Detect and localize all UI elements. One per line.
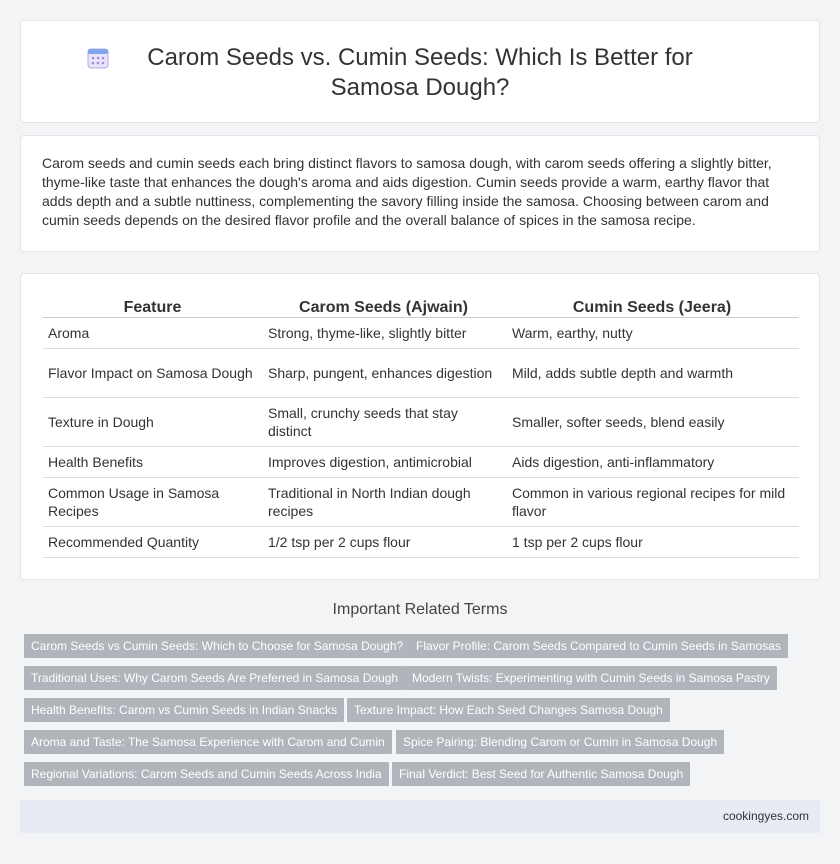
comparison-card [20, 273, 820, 580]
header-cumin: Cumin Seeds (Jeera) [505, 296, 799, 318]
cell-cumin: Smaller, softer seeds, blend easily [505, 398, 799, 447]
cell-feature: Texture in Dough [43, 398, 262, 447]
cell-feature: Common Usage in Samosa Recipes [43, 478, 262, 527]
related-tag[interactable]: Texture Impact: How Each Seed Changes Samosa Dough [347, 698, 670, 722]
intro-paragraph: Carom seeds and cumin seeds each bring distinct flavors to samosa dough, with carom seeds offering a slightly bitter, thyme-like taste that enhances the dough's aroma and aids digestion. Cumin seeds provide a warm, earthy flavor that adds depth and a subtle nuttiness, complementing the savory filling inside the samosa. Choosing between carom and cumin seeds depends on the desired flavor profile and the overall balance of spices in the samosa recipe. [42, 155, 772, 228]
related-tag[interactable]: Traditional Uses: Why Carom Seeds Are Preferred in Samosa Dough [24, 666, 405, 690]
related-tag[interactable]: Modern Twists: Experimenting with Cumin Seeds in Samosa Pastry [405, 666, 777, 690]
table-row [43, 398, 799, 447]
cell-cumin: Mild, adds subtle depth and warmth [505, 349, 799, 398]
cell-carom: Improves digestion, antimicrobial [262, 447, 505, 478]
cell-carom: Small, crunchy seeds that stay distinct [262, 398, 505, 447]
intro-card [20, 135, 820, 252]
cell-feature: Flavor Impact on Samosa Dough [43, 349, 262, 398]
table-row [43, 478, 799, 527]
cell-carom: 1/2 tsp per 2 cups flour [262, 527, 505, 558]
footer [20, 800, 820, 833]
cell-cumin: Aids digestion, anti-inflammatory [505, 447, 799, 478]
cell-cumin: Warm, earthy, nutty [505, 318, 799, 349]
table-row [43, 318, 799, 349]
title-card [20, 20, 820, 123]
related-tag[interactable]: Flavor Profile: Carom Seeds Compared to Cumin Seeds in Samosas [409, 634, 788, 658]
cell-carom: Sharp, pungent, enhances digestion [262, 349, 505, 398]
cell-carom: Traditional in North Indian dough recipes [262, 478, 505, 527]
related-tag[interactable]: Carom Seeds vs Cumin Seeds: Which to Choose for Samosa Dough? [24, 634, 410, 658]
cell-cumin: 1 tsp per 2 cups flour [505, 527, 799, 558]
related-terms-heading: Important Related Terms [332, 601, 508, 618]
cell-carom: Strong, thyme-like, slightly bitter [262, 318, 505, 349]
comparison-table [43, 296, 799, 558]
header-feature: Feature [43, 296, 262, 318]
related-tag[interactable]: Aroma and Taste: The Samosa Experience with Carom and Cumin [24, 730, 392, 754]
related-tag[interactable]: Health Benefits: Carom vs Cumin Seeds in Indian Snacks [24, 698, 344, 722]
cell-cumin: Common in various regional recipes for mild flavor [505, 478, 799, 527]
table-row [43, 447, 799, 478]
page-title: Carom Seeds vs. Cumin Seeds: Which Is Better for Samosa Dough? [147, 44, 693, 101]
related-tag[interactable]: Regional Variations: Carom Seeds and Cumin Seeds Across India [24, 762, 389, 786]
cell-feature: Health Benefits [43, 447, 262, 478]
related-tag[interactable]: Final Verdict: Best Seed for Authentic Samosa Dough [392, 762, 690, 786]
cell-feature: Aroma [43, 318, 262, 349]
table-header-row [43, 296, 799, 318]
related-tag[interactable]: Spice Pairing: Blending Carom or Cumin in Samosa Dough [396, 730, 724, 754]
table-row [43, 527, 799, 558]
table-row [43, 349, 799, 398]
site-name: cookingyes.com [722, 809, 809, 823]
cell-feature: Recommended Quantity [43, 527, 262, 558]
header-carom: Carom Seeds (Ajwain) [262, 296, 505, 318]
